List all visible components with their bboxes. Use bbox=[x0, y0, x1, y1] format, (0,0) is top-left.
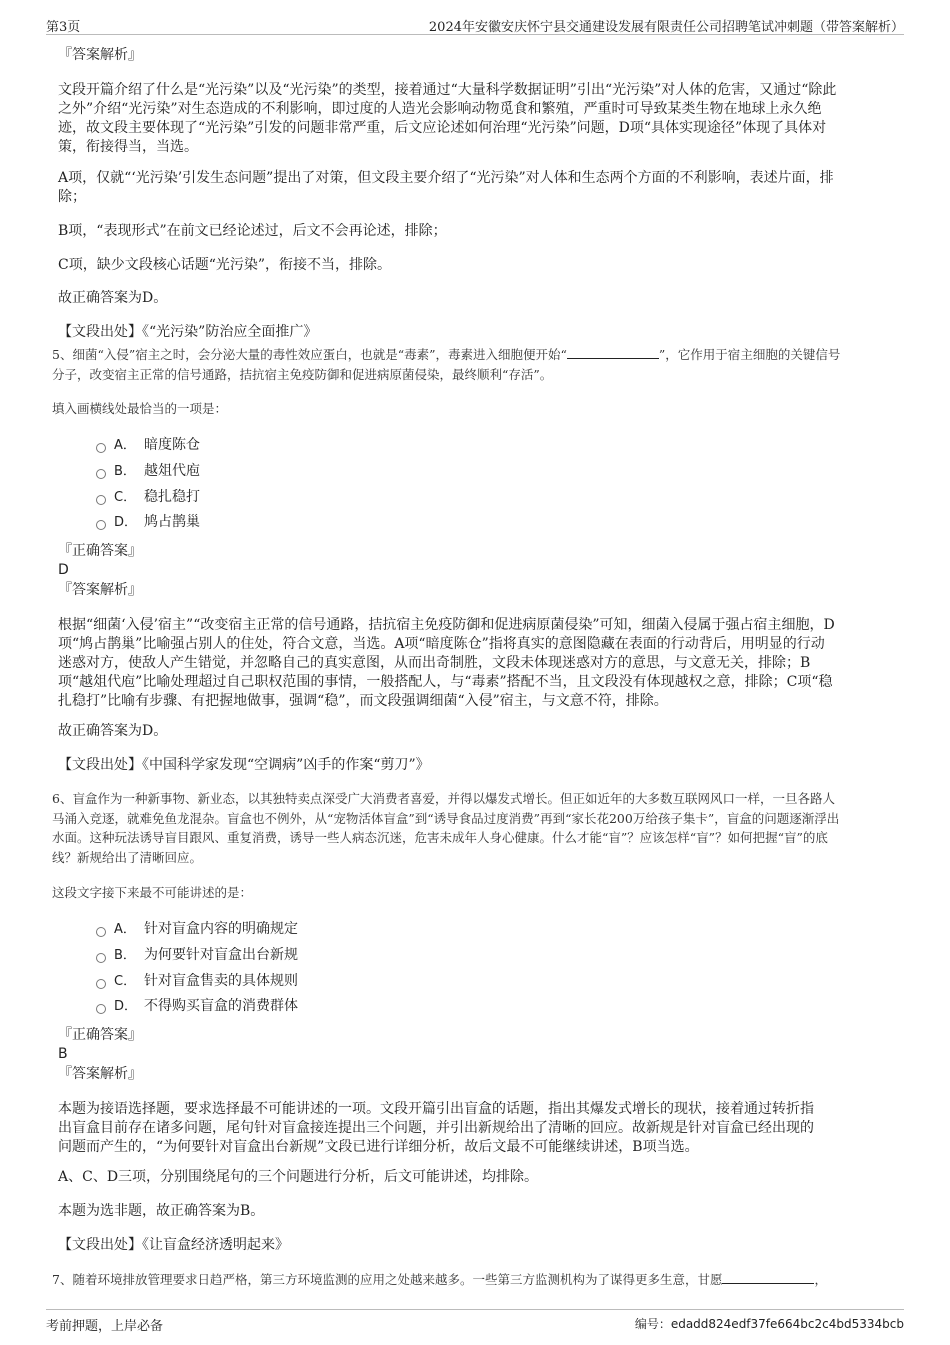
document-id: 编号：edadd824edf37fe664bc2c4bd5334bcb bbox=[634, 1317, 904, 1331]
text-line: 线？新规给出了清晰回应。 bbox=[52, 849, 203, 865]
radio-button[interactable] bbox=[96, 443, 106, 453]
option-letter: C． bbox=[114, 490, 137, 505]
text-line: A项，仅就“‘光污染’引发生态问题”提出了对策，但文段主要介绍了“光污染”对人体和生态两个方面的不利影响，表述片面，排 bbox=[58, 170, 834, 186]
text-line: 文段开篇介绍了什么是“光污染”以及“光污染”的类型，接着通过“大量科学数据证明”引出“光污染”对人体的危害，又通过“除此 bbox=[58, 82, 837, 98]
text-line: 之外”介绍“光污染”对生态造成的不利影响，即过度的人造光会影响动物觅食和繁殖，严重时可导致某类生物在地球上永久绝 bbox=[58, 101, 822, 117]
text-line: 水面。这种玩法诱导盲目跟风、重复消费，诱导一些人病态沉迷，危害未成年人身心健康。什么才能“盲”？应该怎样“盲”？如何把握“盲”的底 bbox=[52, 830, 828, 845]
radio-button[interactable] bbox=[96, 1004, 106, 1014]
q4-analysis-p4: C项，缺少文段核心话题“光污染”，衔接不当，排除。 bbox=[58, 257, 392, 273]
text-line: 项“鸠占鹊巢”比喻强占别人的住处，符合文意，当选。A项“暗度陈仓”指将真实的意图隐藏在表面的行动背后，用明显的行动 bbox=[58, 636, 825, 652]
q5-option-b[interactable] bbox=[96, 462, 200, 481]
q4-analysis-p3: B项，“表现形式”在前文已经论述过，后文不会再论述，排除； bbox=[58, 223, 447, 239]
q6-stem bbox=[52, 789, 898, 867]
option-letter: B． bbox=[114, 948, 136, 963]
option-text: 越俎代庖 bbox=[144, 463, 200, 479]
page-footer bbox=[46, 1309, 904, 1332]
option-letter: A． bbox=[114, 438, 136, 453]
radio-button[interactable] bbox=[96, 495, 106, 505]
text-line: 除； bbox=[58, 189, 86, 205]
text-line: 6、盲盒作为一种新事物、新业态，以其独特卖点深受广大消费者喜爱，并得以爆发式增长。但正如近年的大多数互联网风口一样，一旦各路人 bbox=[52, 791, 835, 806]
q4-analysis-label: 『答案解析』 bbox=[58, 47, 142, 63]
q6-option-c[interactable] bbox=[96, 972, 298, 991]
text-line: 本题为接语选择题，要求选择最不可能讲述的一项。文段开篇引出盲盒的话题，指出其爆发式增长的现状，接着通过转折指 bbox=[58, 1101, 814, 1117]
q5-analysis-label: 『答案解析』 bbox=[58, 582, 142, 598]
q5-correct-answer: D bbox=[58, 562, 69, 578]
option-letter: C． bbox=[114, 974, 137, 989]
text-line: 迷惑对方，使敌人产生错觉，并忽略自己的真实意图，从而出奇制胜，文段未体现迷惑对方的意思，与文意无关，排除；B bbox=[58, 655, 811, 671]
radio-button[interactable] bbox=[96, 469, 106, 479]
q6-analysis-p2: A、C、D三项，分别围绕尾句的三个问题进行分析，后文可能讲述，均排除。 bbox=[58, 1169, 539, 1185]
document-title: 2024年安徽安庆怀宁县交通建设发展有限责任公司招聘笔试冲刺题（带答案解析） bbox=[428, 20, 904, 35]
text-line: 根据“细菌‘入侵’宿主”“改变宿主正常的信号通路，拮抗宿主免疫防御和促进病原菌侵染”可知，细菌入侵属于强占宿主细胞，D bbox=[58, 617, 835, 633]
q6-option-d[interactable] bbox=[96, 997, 298, 1016]
radio-button[interactable] bbox=[96, 979, 106, 989]
q4-answer-line: 故正确答案为D。 bbox=[58, 290, 168, 306]
q5-option-c[interactable] bbox=[96, 488, 200, 507]
stem-part: 5、细菌“入侵”宿主之时，会分泌大量的毒性效应蛋白，也就是“毒素”，毒素进入细胞便开始“ bbox=[52, 347, 567, 362]
q4-source: 【文段出处】《“光污染”防治应全面推广》 bbox=[58, 324, 318, 340]
stem-part: ”，它作用于宿主细胞的关键信号 bbox=[658, 347, 841, 362]
q6-option-b[interactable] bbox=[96, 946, 298, 965]
option-text: 针对盲盒内容的明确规定 bbox=[144, 921, 298, 937]
text-line: 马涌入竞逐，就难免鱼龙混杂。盲盒也不例外，从“宠物活体盲盒”到“诱导食品过度消费”再到“家长花200万给孩子集卡”，盲盒的问题逐渐浮出 bbox=[52, 810, 840, 826]
q6-analysis-label: 『答案解析』 bbox=[58, 1066, 142, 1082]
stem-part: 7、随着环境排放管理要求日趋严格，第三方环境监测的应用之处越来越多。一些第三方监测机构为了谋得更多生意，甘愿 bbox=[52, 1272, 723, 1287]
q5-option-d[interactable] bbox=[96, 513, 200, 532]
text-line: 扎稳打”比喻有步骤、有把握地做事，强调“稳”，而文段强调细菌“入侵”宿主，与文意不符，排除。 bbox=[58, 693, 668, 709]
option-text: 鸠占鹊巢 bbox=[144, 514, 200, 530]
option-letter: D． bbox=[114, 999, 138, 1014]
page-header bbox=[46, 14, 904, 35]
q5-correct-label: 『正确答案』 bbox=[58, 543, 142, 559]
option-text: 针对盲盒售卖的具体规则 bbox=[144, 973, 298, 989]
q6-analysis-p1 bbox=[58, 1100, 896, 1157]
q5-answer-line: 故正确答案为D。 bbox=[58, 723, 168, 739]
q5-source: 【文段出处】《中国科学家发现“空调病”凶手的作案“剪刀”》 bbox=[58, 757, 430, 773]
option-text: 暗度陈仓 bbox=[144, 437, 200, 453]
text-line: 分子，改变宿主正常的信号通路，拮抗宿主免疫防御和促进病原菌侵染，最终顺利“存活”。 bbox=[52, 366, 553, 382]
option-text: 稳扎稳打 bbox=[144, 489, 200, 505]
q6-answer-line: 本题为选非题，故正确答案为B。 bbox=[58, 1203, 265, 1219]
q5-analysis-p1 bbox=[58, 616, 896, 711]
text-line bbox=[52, 345, 898, 365]
text-line: 出盲盒目前存在诸多问题，尾句针对盲盒接连提出三个问题，并引出新规给出了清晰的回应。故新规是针对盲盒已经出现的 bbox=[58, 1120, 814, 1136]
option-text: 为何要针对盲盒出台新规 bbox=[144, 947, 298, 963]
text-line: 项“越俎代庖”比喻处理超过自己职权范围的事情，一般搭配人，与“毒素”搭配不当，且文段没有体现越权之意，排除；C项“稳 bbox=[58, 674, 833, 690]
q4-analysis-p2 bbox=[58, 169, 896, 207]
fill-blank bbox=[567, 346, 659, 359]
q6-option-a[interactable] bbox=[96, 920, 298, 939]
text-line: 迹，故文段主要体现了“光污染”引发的问题非常严重，后文应论述如何治理“光污染”问题，D项“具体实现途径”体现了具体对 bbox=[58, 120, 827, 136]
q6-prompt: 这段文字接下来最不可能讲述的是： bbox=[52, 885, 253, 900]
q6-source: 【文段出处】《让盲盒经济透明起来》 bbox=[58, 1237, 289, 1253]
radio-button[interactable] bbox=[96, 953, 106, 963]
stem-part: ， bbox=[814, 1272, 827, 1287]
q5-option-a[interactable] bbox=[96, 436, 200, 455]
fill-blank bbox=[722, 1271, 814, 1284]
q7-stem bbox=[52, 1270, 898, 1290]
q6-correct-answer: B bbox=[58, 1046, 68, 1062]
page-number: 第3页 bbox=[46, 20, 81, 35]
q6-correct-label: 『正确答案』 bbox=[58, 1027, 142, 1043]
radio-button[interactable] bbox=[96, 520, 106, 530]
q4-analysis-p1 bbox=[58, 81, 896, 157]
text-line: 策，衔接得当，当选。 bbox=[58, 139, 198, 155]
option-letter: A． bbox=[114, 922, 136, 937]
radio-button[interactable] bbox=[96, 927, 106, 937]
q5-stem bbox=[52, 345, 898, 384]
option-letter: B． bbox=[114, 464, 136, 479]
q5-prompt: 填入画横线处最恰当的一项是： bbox=[52, 401, 228, 416]
footer-slogan: 考前押题，上岸必备 bbox=[46, 1319, 164, 1334]
text-line: 问题而产生的，“为何要针对盲盒出台新规”文段已进行详细分析，故后文最不可能继续讲述，B项当选。 bbox=[58, 1139, 699, 1155]
option-text: 不得购买盲盒的消费群体 bbox=[144, 998, 298, 1014]
option-letter: D． bbox=[114, 515, 138, 530]
